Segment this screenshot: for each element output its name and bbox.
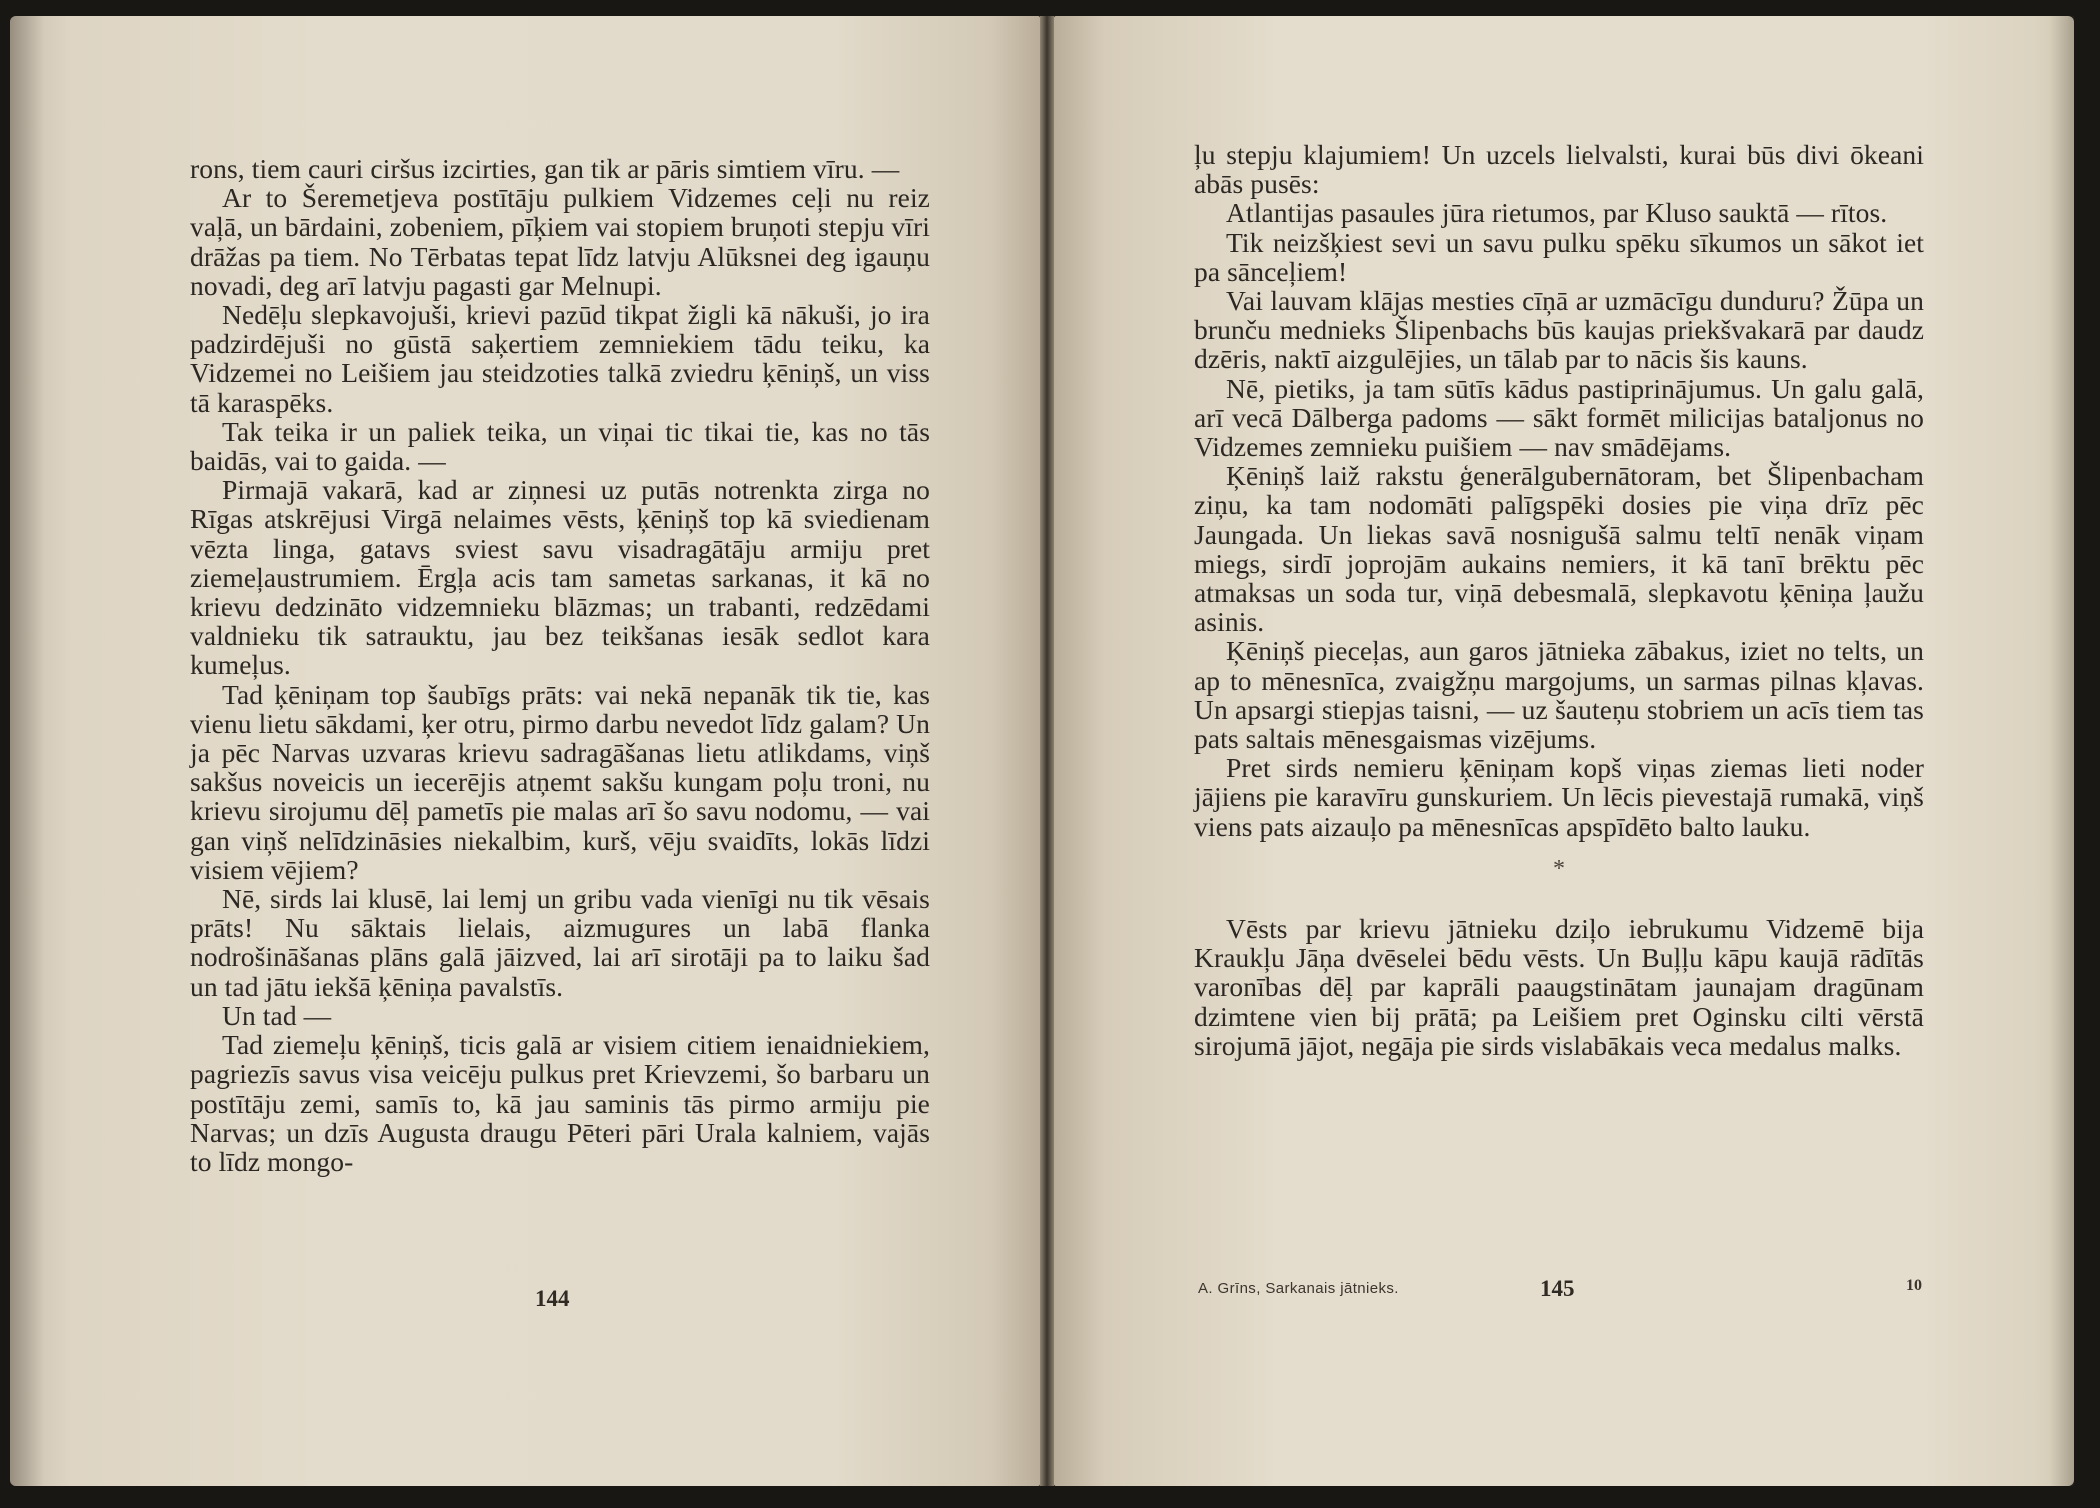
sheet-number: 10: [1906, 1277, 1922, 1294]
paragraph: Tak teika ir un paliek teika, un viņai tic tikai tie, kas no tās baidās, vai to gaida. —: [190, 415, 930, 477]
page-edge-shadow: [10, 16, 44, 1486]
paragraph: Nē, pietiks, ja tam sūtīs kādus pastiprinājumus. Un galu galā, arī vecā Dālberga padoms — sākt formēt milicijas bataljonus no Vidzemes zemnieku puišiem — nav smādējams.: [1194, 372, 1924, 463]
paragraph: Atlantijas pasaules jūra rietumos, par Kluso sauktā — rītos.: [1226, 197, 1888, 229]
paragraph: Pirmajā vakarā, kad ar ziņnesi uz putās notrenkta zirga no Rīgas atskrējusi Virgā nelaimes vēsts, ķēniņš top kā sviedienam vēzta linga, gatavs sviest savu visadragātāju armiju pret ziemeļaustrumiem. Ērgļa acis tam sametas sarkanas, it kā no krievu dedzināto vidzemnieku blāzmas; un trabanti, redzēdami valdnieku tik satrauktu, jau bez teikšanas iesāk sedlot kara kumeļus.: [190, 474, 930, 681]
section-separator: *: [1552, 855, 1566, 882]
page-number: 145: [1540, 1276, 1575, 1301]
book-gutter: [1040, 16, 1054, 1486]
paragraph: Nē, sirds lai klusē, lai lemj un gribu vada vienīgi nu tik vēsais prāts! Nu sāktais lielais, aizmugures un labā flanka nodrošināšanas plāns galā jāizved, lai arī sirotāji pa to laiku šad un tad jātu iekšā ķēniņa pavalstīs.: [190, 883, 930, 1002]
right-page-text: [1194, 140, 1924, 1060]
paragraph: Tad ķēniņam top šaubīgs prāts: vai nekā nepanāk tik tie, kas vienu lietu sākdami, ķer otru, pirmo darbu nevedot līdz galam? Un ja pēc Narvas uzvaras krievu sadragāšanas lietu atlikdams, viņš sakšus noveicis un iecerējis atņemt sakšu kungam poļu troni, nu krievu sirojumu dēļ pametīs pie malas arī šo savu nodomu, — vai gan viņš nelīdzināsies niekalbim, kurš, vēju svaidīts, lokās līdzi visiem vējiem?: [190, 678, 930, 885]
paragraph: Ķēniņš pieceļas, aun garos jātnieka zābakus, iziet no telts, un ap to mēnesnīca, zvaigžņu margojums, un sarmas pilnas kļavas. Un apsargi stiepjas taisni, — uz šauteņu stobriem un acīs tiem tas pats saltais mēnesgaismas vizējums.: [1194, 635, 1924, 755]
paragraph: Vēsts par krievu jātnieku dziļo iebrukumu Vidzemē bija Kraukļu Jāņa dvēselei bēdu vēsts. Un Buļļu kāpu kaujā rādītās varonības dēļ par kaprāli paaugstinātam jaunajam dragūnam dzimtene vien bij prātā; pa Leišiem pret Oginsku cilti vērstā sirojumā jājot, negāja pie sirds vislabākais veca medalus malks.: [1194, 913, 1924, 1061]
paragraph: Nedēļu slepkavojuši, krievi pazūd tikpat žigli kā nākuši, jo ira padzirdējuši no gūstā saķertiem zemniekiem tādu teiku, ka Vidzemei no Leišiem jau steidzoties talkā zviedru ķēniņš, un viss tā karaspēks.: [190, 299, 930, 418]
paragraph: Ar to Šeremetjeva postītāju pulkiem Vidzemes ceļi nu reiz vaļā, un bārdaini, zobeniem, pīķiem vai stopiem bruņoti stepju vīri drāžas pa tiem. No Tērbatas tepat līdz latvju Alūksnei deg igauņu novadi, deg arī latvju pagasti gar Melnupi.: [190, 182, 930, 301]
signature-line: A. Grīns, Sarkanais jātnieks.: [1198, 1280, 1399, 1297]
page-number: 144: [535, 1286, 570, 1311]
paragraph: Pret sirds nemieru ķēniņam kopš viņas ziemas lieti noder jājiens pie karavīru gunskuriem. Un lēcis pievestajā rumakā, viņš viens pats aizauļo pa mēnesnīcas apspīdēto balto lauku.: [1194, 752, 1924, 842]
paragraph: Ķēniņš laiž rakstu ģenerālgubernātoram, bet Šlipenbacham ziņu, ka tam nodomāti palīgspēki dosies pie viņa drīz pēc Jaungada. Un liekas savā nosnigušā salmu teltī nenāk viņam miegs, sirdī joprojām aukains nemiers, it kā tanī brēktu pēc atmaksas un soda tur, viņā debesmalā, slepkavotu ķēniņa ļaužu asinis.: [1194, 460, 1924, 638]
left-page-text: [190, 154, 930, 1176]
paragraph: ļu stepju klajumiem! Un uzcels lielvalsti, kurai būs divi ōkeani abās pusēs:: [1194, 139, 1924, 200]
paragraph: Vai lauvam klājas mesties cīņā ar uzmācīgu dunduru? Žūpa un brunču mednieks Šlipenbachs būs kaujas priekšvakarā par daudz dzēris, naktī aizgulējies, un tālab par to nācis šis kauns.: [1194, 285, 1924, 375]
paragraph: Un tad —: [222, 999, 332, 1031]
right-page: [1054, 16, 2074, 1486]
left-page: [10, 16, 1040, 1486]
paragraph: Tad ziemeļu ķēniņš, ticis galā ar visiem citiem ienaidniekiem, pagriezīs savus visa veicēju pulkus pret Krievzemi, šo barbaru un postītāju zemi, samīs to, kā jau saminis tās pirmo armiju pie Narvas; un dzīs Augusta draugu Pēteri pāri Urala kalniem, vajās to līdz mongo-: [190, 1029, 930, 1177]
page-edge-shadow: [2050, 16, 2074, 1486]
paragraph: Tik neizšķiest sevi un savu pulku spēku sīkumos un sākot iet pa sānceļiem!: [1194, 226, 1924, 287]
paragraph: rons, tiem cauri ciršus izcirties, gan tik ar pāris simtiem vīru. —: [190, 153, 900, 184]
